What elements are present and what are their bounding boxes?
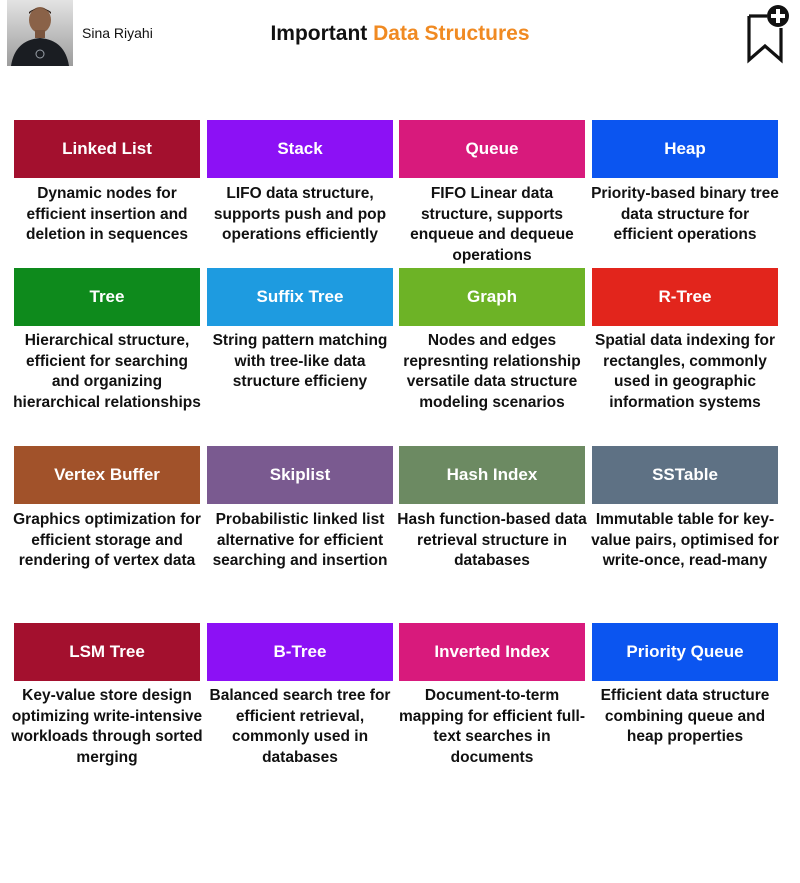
card-description-r-tree: Spatial data indexing for rectangles, commonly used in geographic information systems — [595, 332, 775, 411]
title-prefix: Important — [270, 22, 368, 45]
card-header-vertex-buffer: Vertex Buffer — [14, 446, 200, 504]
card-header-sstable: SSTable — [592, 446, 778, 504]
card-description-sstable: Immutable table for key-value pairs, optimised for write-once, read-many — [591, 511, 779, 569]
card-description-suffix-tree: String pattern matching with tree-like data structure efficieny — [212, 332, 388, 390]
card-description-hash-index: Hash function-based data retrieval structure in databases — [397, 511, 587, 569]
card-header-heap: Heap — [592, 120, 778, 178]
card-header-suffix-tree: Suffix Tree — [207, 268, 393, 326]
card-header-lsm-tree: LSM Tree — [14, 623, 200, 681]
card-description-b-tree: Balanced search tree for efficient retrieval, commonly used in databases — [209, 687, 391, 766]
author-name: Sina Riyahi — [82, 25, 153, 41]
card-header-hash-index: Hash Index — [399, 446, 585, 504]
card-description-stack: LIFO data structure, supports push and pop operations efficiently — [213, 185, 387, 243]
card-header-queue: Queue — [399, 120, 585, 178]
card-header-b-tree: B-Tree — [207, 623, 393, 681]
card-description-heap: Priority-based binary tree data structure for efficient operations — [591, 185, 779, 243]
card-description-priority-queue: Efficient data structure combining queue and heap properties — [600, 687, 770, 745]
card-description-queue: FIFO Linear data structure, supports enqueue and dequeue operations — [410, 185, 574, 264]
card-header-stack: Stack — [207, 120, 393, 178]
title-accent: Data Structures — [373, 22, 530, 45]
card-description-inverted-index: Document-to-term mapping for efficient full-text searches in documents — [399, 687, 585, 766]
card-description-vertex-buffer: Graphics optimization for efficient storage and rendering of vertex data — [13, 511, 201, 569]
card-description-skiplist: Probabilistic linked list alternative for efficient searching and insertion — [212, 511, 388, 569]
page-title — [0, 22, 800, 46]
card-header-inverted-index: Inverted Index — [399, 623, 585, 681]
card-description-linked-list: Dynamic nodes for efficient insertion and deletion in sequences — [26, 185, 188, 243]
card-description-lsm-tree: Key-value store design optimizing write-intensive workloads through sorted merging — [11, 687, 203, 766]
card-header-linked-list: Linked List — [14, 120, 200, 178]
card-header-skiplist: Skiplist — [207, 446, 393, 504]
card-description-graph: Nodes and edges represnting relationship versatile data structure modeling scenarios — [403, 332, 581, 411]
card-header-tree: Tree — [14, 268, 200, 326]
card-header-r-tree: R-Tree — [592, 268, 778, 326]
bookmark-plus-icon[interactable] — [743, 4, 791, 64]
card-header-graph: Graph — [399, 268, 585, 326]
card-header-priority-queue: Priority Queue — [592, 623, 778, 681]
card-description-tree: Hierarchical structure, efficient for searching and organizing hierarchical relationships — [13, 332, 201, 411]
